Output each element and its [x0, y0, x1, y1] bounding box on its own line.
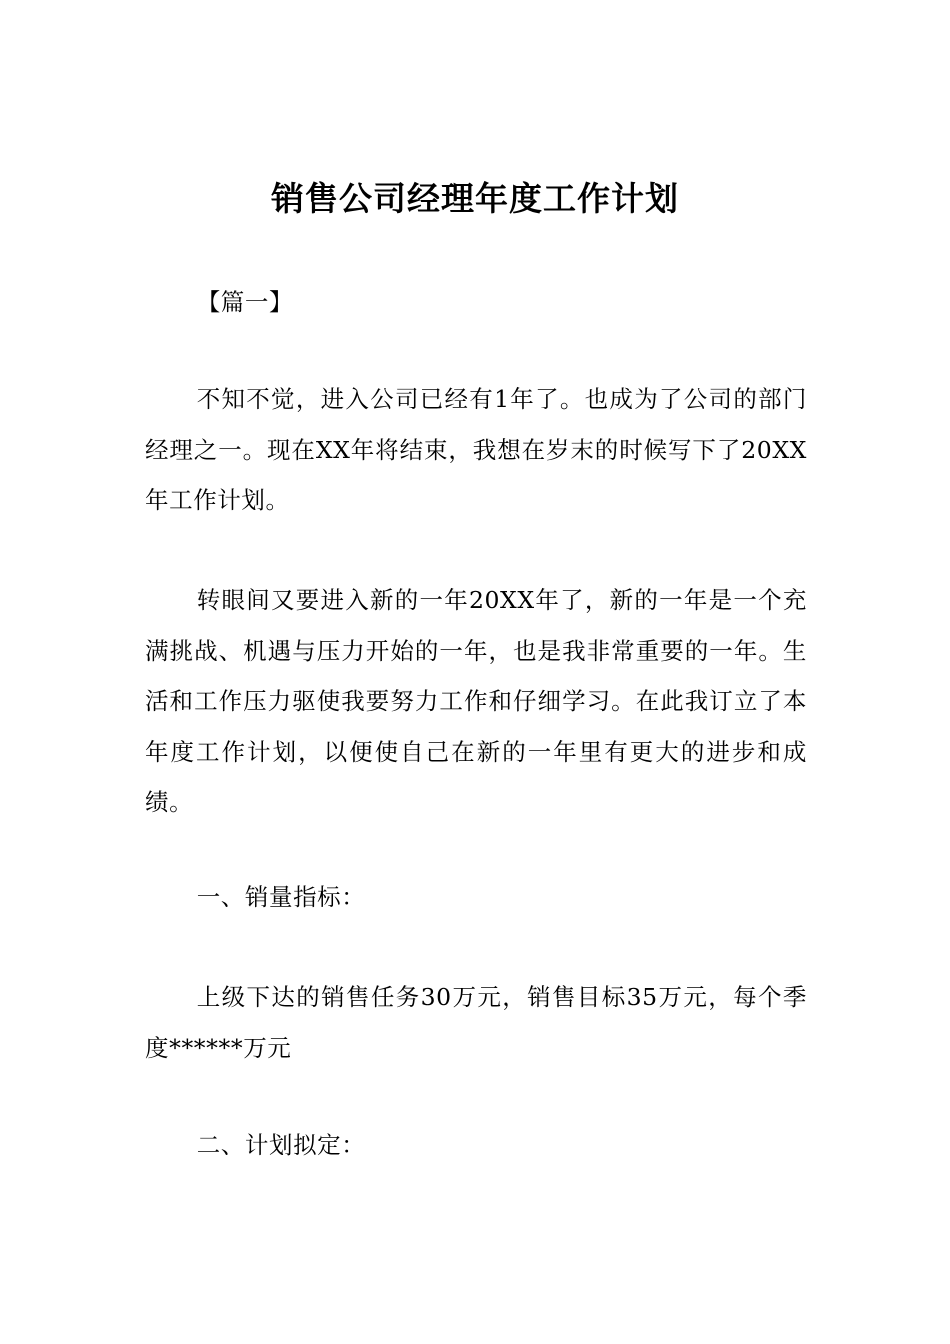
section-label: 【篇一】 — [196, 288, 294, 316]
section-heading-plan: 二、计划拟定： — [196, 1131, 366, 1159]
body-paragraph: 转眼间又要进入新的一年20XX年了，新的一年是一个充满挑战、机遇与压力开始的一年，也是我非常重要的一年。生活和工作压力驱使我要努力工作和仔细学习。在此我订立了本年度工作计划，以便使自己在新的一年里有更大的进步和成绩。 — [145, 586, 807, 816]
document-title: 销售公司经理年度工作计划 — [271, 179, 679, 218]
section-heading-sales-targets: 一、销量指标： — [196, 883, 366, 911]
intro-paragraph: 不知不觉，进入公司已经有1年了。也成为了公司的部门经理之一。现在XX年将结束，我想在岁末的时候写下了20XX年工作计划。 — [145, 385, 807, 514]
sales-target-paragraph: 上级下达的销售任务30万元，销售目标35万元，每个季度******万元 — [145, 983, 807, 1062]
